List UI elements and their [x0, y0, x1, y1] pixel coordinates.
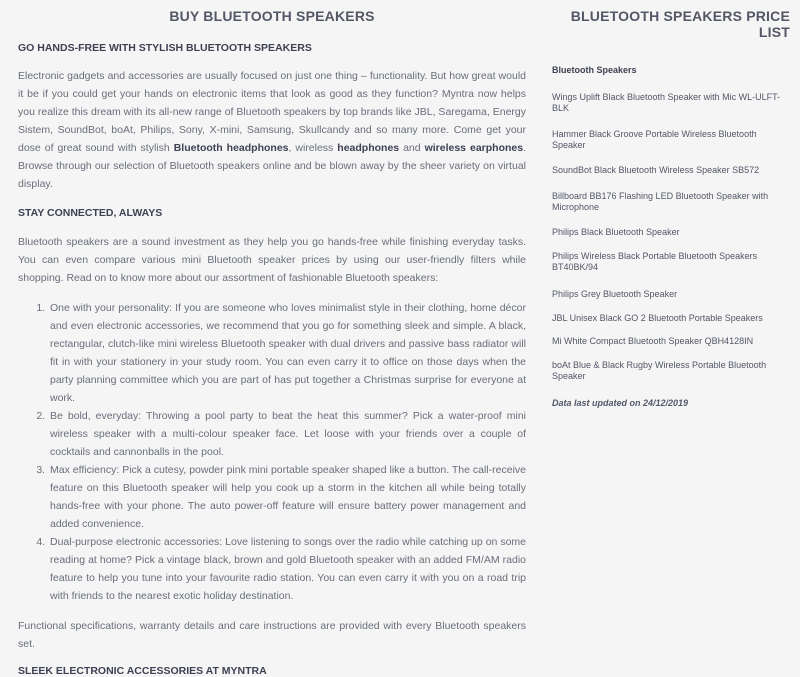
wireless-earphones-link[interactable]: wireless earphones	[424, 142, 524, 154]
price-list-item[interactable]: Hammer Black Groove Portable Wireless Bluetooth Speaker	[552, 129, 757, 150]
list-item: 4. Dual-purpose electronic accessories: Love listening to songs over the radio while catching up on some reading at home? Pick a vintage black, brown and gold Bluetooth speaker with an added FM/AM radio feature to help you tune into your favourite radio station. You can even carry it with you on a road trip with friends to the nearest exotic holiday destination.	[48, 533, 526, 605]
last-updated-note: Data last updated on 24/12/2019	[552, 398, 689, 408]
price-list-item[interactable]: Philips Wireless Black Portable Bluetooth Speakers BT40BK/94	[552, 251, 758, 272]
main-content	[18, 0, 526, 677]
price-list-item[interactable]: JBL Unisex Black GO 2 Bluetooth Portable Speakers	[552, 313, 763, 323]
headphones-link[interactable]: headphones	[337, 142, 400, 154]
price-list-item[interactable]: Billboard BB176 Flashing LED Bluetooth Speaker with Microphone	[552, 191, 769, 212]
list-item: 1. One with your personality: If you are someone who loves minimalist style in their clothing, home décor and even electronic accessories, we recommend that you go for something sleek and simple. A black, rectangular, clutch-like mini wireless Bluetooth speaker with dual drivers and passive bass radiator will fit in with your stationery in your study room. You can even carry it to office on those days when the party planning committee which you are part of has put together a Christmas surprise for everyone at work.	[48, 299, 526, 407]
stay-connected-intro: Bluetooth speakers are a sound investment as they help you go hands-free while finishing everyday tasks. You can even compare various mini Bluetooth speaker prices by using our user-friendly filters while shopping. Read on to know more about our assortment of fashionable Bluetooth speakers:	[18, 236, 526, 284]
price-list-item[interactable]: Philips Grey Bluetooth Speaker	[552, 289, 678, 299]
sidebar-heading: Bluetooth Speakers	[552, 65, 637, 75]
functional-specs-note: Functional specifications, warranty details and care instructions are provided with every Bluetooth speakers set.	[18, 620, 526, 650]
price-list-item[interactable]: Wings Uplift Black Bluetooth Speaker with Mic WL-ULFT-BLK	[552, 92, 781, 113]
sidebar-title: BLUETOOTH SPEAKERS PRICE LIST	[570, 8, 790, 40]
price-list-item[interactable]: boAt Blue & Black Rugby Wireless Portable Bluetooth Speaker	[552, 360, 767, 381]
list-item: 2. Be bold, everyday: Throwing a pool party to beat the heat this summer? Pick a water-proof mini wireless speaker with a multi-colour speaker face. Let loose with your friends over a couple of cocktails and cannonballs in the pool.	[48, 407, 526, 461]
price-list-item[interactable]: SoundBot Black Bluetooth Wireless Speaker SB572	[552, 165, 760, 175]
section-heading-stay-connected: STAY CONNECTED, ALWAYS	[18, 207, 163, 219]
section-heading-go-hands-free: GO HANDS-FREE WITH STYLISH BLUETOOTH SPEAKERS	[18, 42, 312, 54]
price-list-item[interactable]: Mi White Compact Bluetooth Speaker QBH4128IN	[552, 336, 754, 346]
intro-paragraph: Electronic gadgets and accessories are usually focused on just one thing – functionality. But how great would it be if you could get your hands on electronic items that look as good as they function? Myntra now helps you realize this dream with its all-new range of Bluetooth speakers by top brands like JBL, Saregama, Energy Sistem, SoundBot, boAt, Philips, Sony, X-mini, Samsung, Skullcandy and so many more. Come get your dose of great sound with stylish Bluetooth headphones, wireless headphones and wireless earphones. Browse through our selection of Bluetooth speakers online and be blown away by the sheer variety on virtual display.	[18, 70, 527, 190]
feature-list	[18, 299, 526, 605]
page-title: BUY BLUETOOTH SPEAKERS	[169, 8, 375, 24]
price-list-sidebar	[552, 0, 790, 408]
list-item: 3. Max efficiency: Pick a cutesy, powder pink mini portable speaker shaped like a button. The call-receive feature on this Bluetooth speaker will help you cook up a storm in the kitchen all while being totally hands-free with your phone. The auto power-off feature will ensure battery power management and added convenience.	[48, 461, 526, 533]
section-heading-sleek-accessories: SLEEK ELECTRONIC ACCESSORIES AT MYNTRA	[18, 665, 267, 677]
bluetooth-headphones-link[interactable]: Bluetooth headphones	[173, 142, 289, 154]
price-list-item[interactable]: Philips Black Bluetooth Speaker	[552, 227, 680, 237]
